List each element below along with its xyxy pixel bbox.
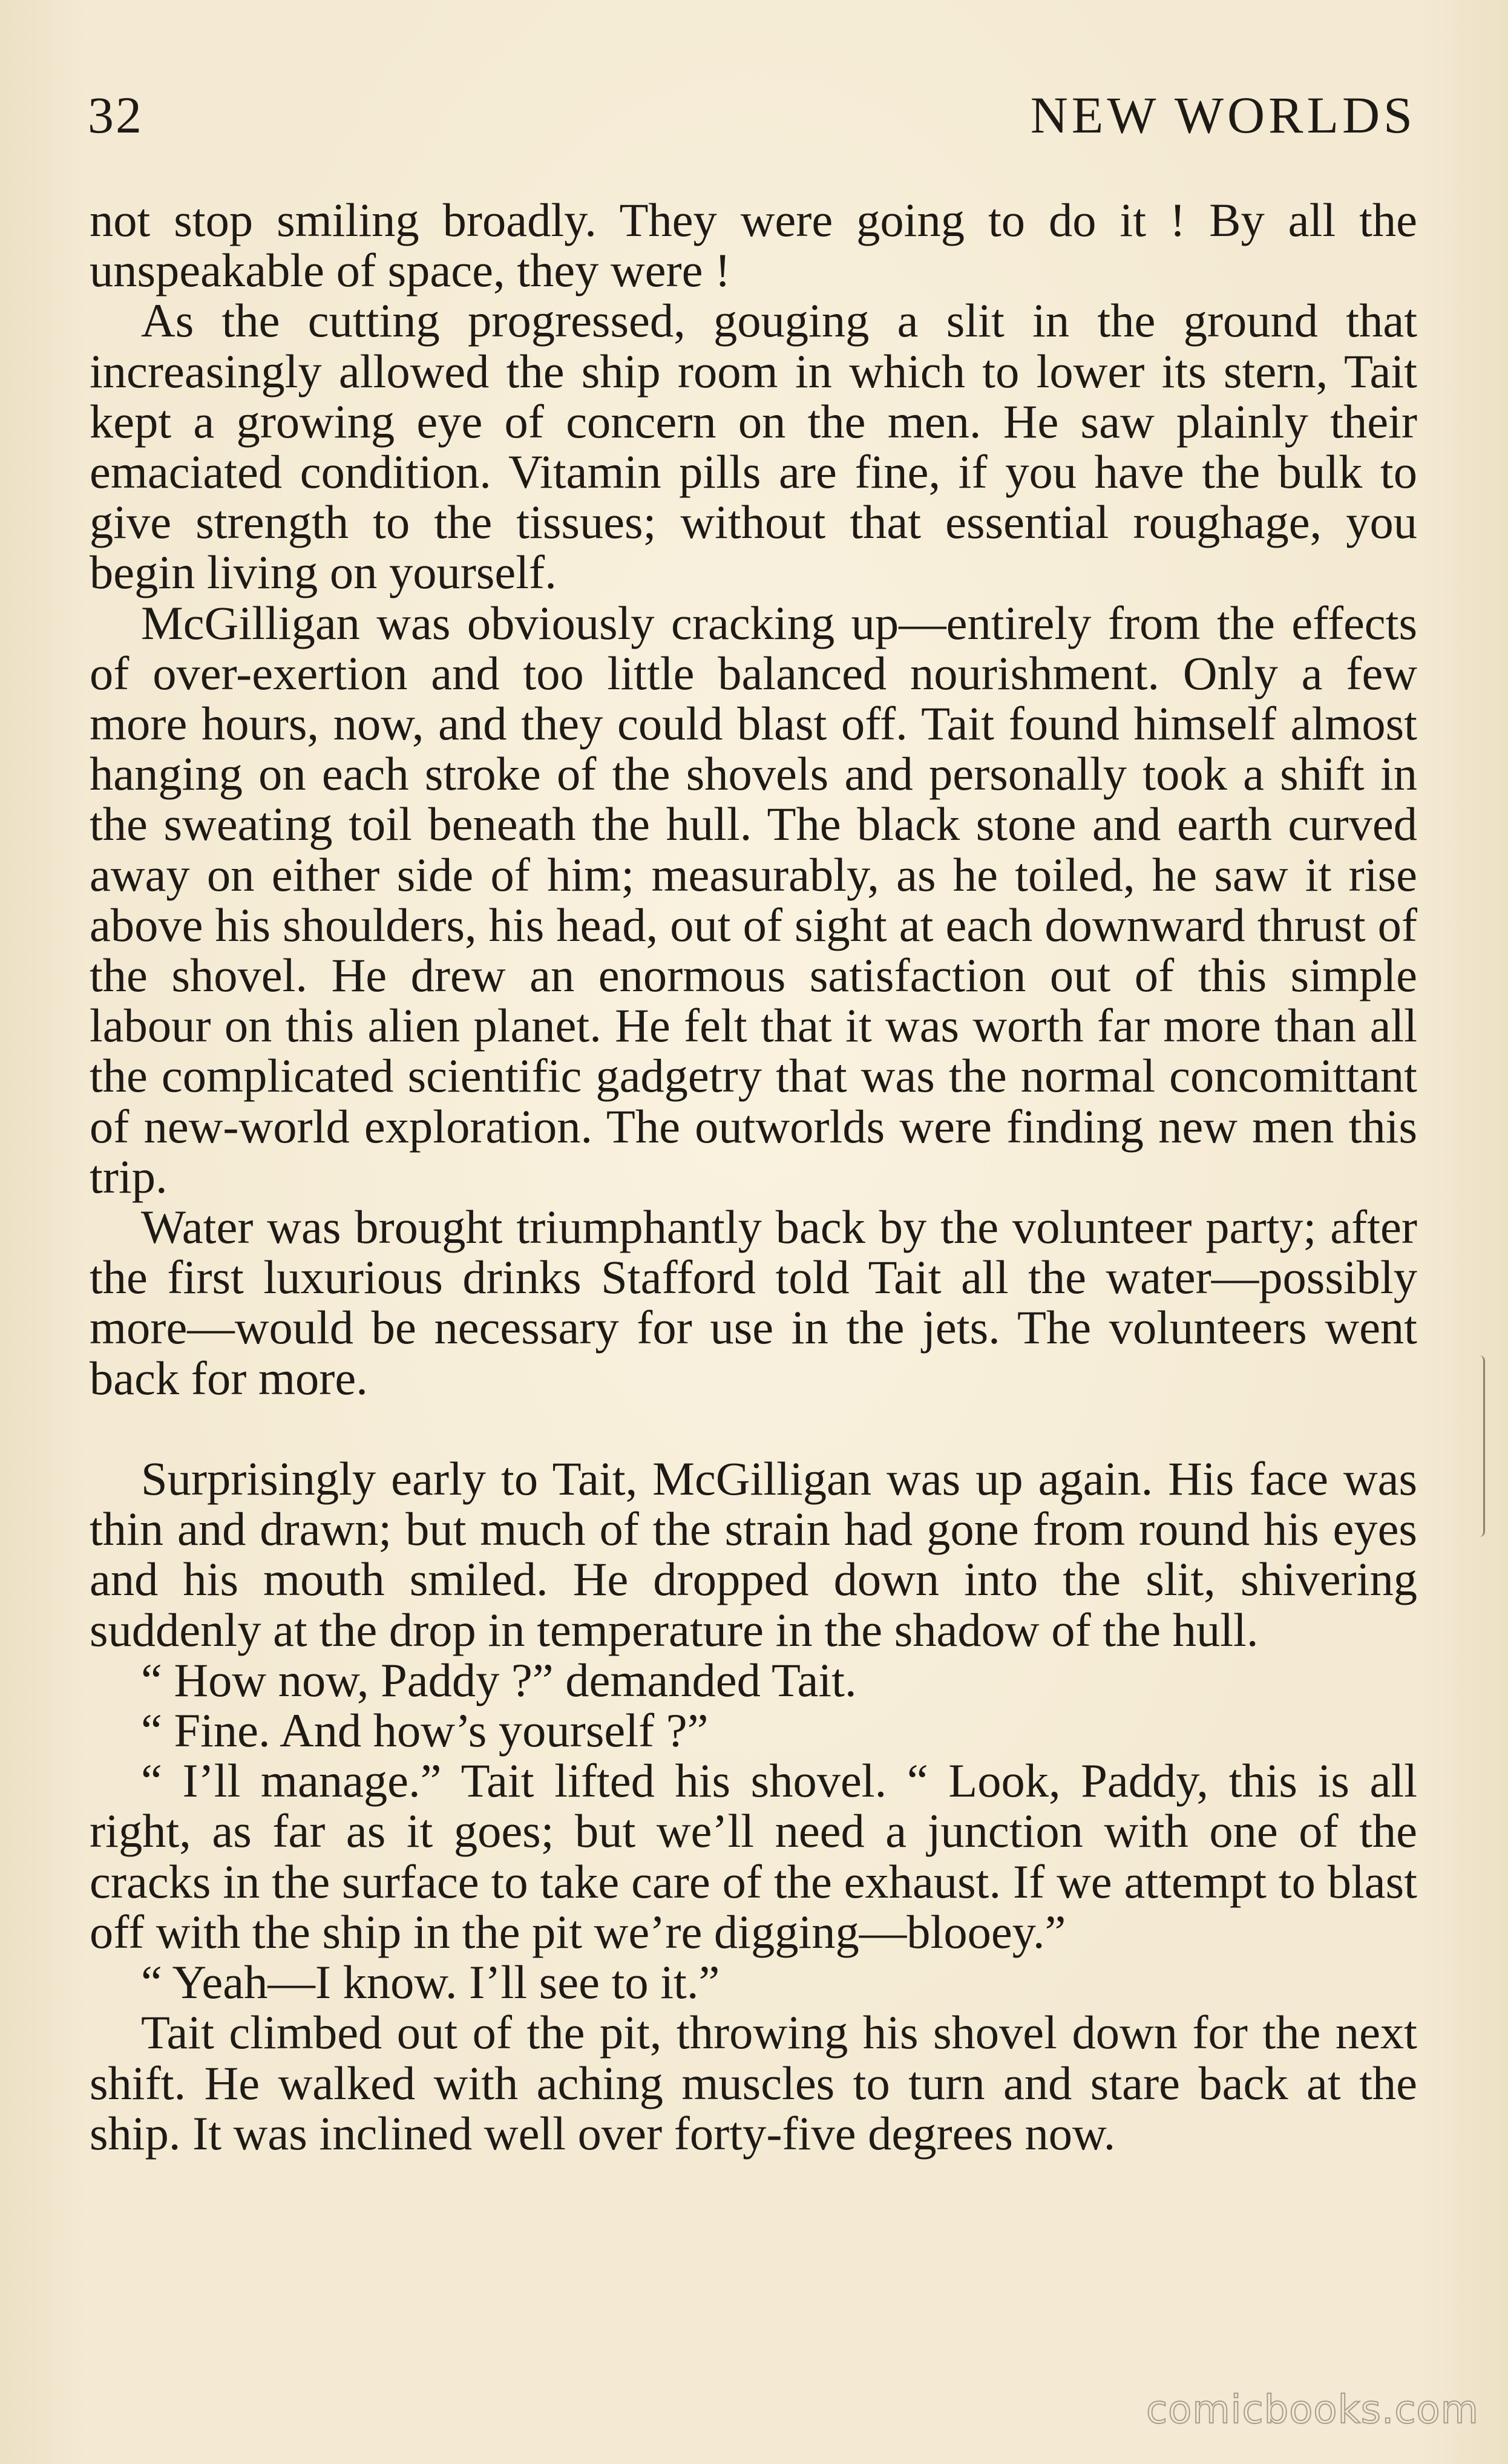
paragraph: Surprisingly early to Tait, McGilligan was up again. His face was thin and drawn; but much of the strain had gone from round his eyes and his mouth smiled. He dropped down into the slit, shivering suddenly at the drop in temperature in the shadow of the hull. [90,1452,1417,1656]
page-number: 32 [88,86,143,144]
paragraph: not stop smiling broadly. They were going to do it ! By all the unspeakable of space, they were ! [90,194,1417,297]
dialogue-line: “ Yeah—I know. I’ll see to it.” [141,1956,720,2009]
paragraph: Water was brought triumphantly back by the volunteer party; after the first luxurious drinks Stafford told Tait all the water—possibly more—would be necessary for use in the jets. The volunteers went back for more. [90,1201,1417,1404]
paragraph: Tait climbed out of the pit, throwing his shovel down for the next shift. He walked with aching muscles to turn and stare back at the ship. It was inclined well over forty-five degrees now. [90,2006,1417,2160]
watermark-logo: comicbooks.com [1146,2388,1479,2433]
paragraph: McGilligan was obviously cracking up—entirely from the effects of over-exertion and too little balanced nourishment. Only a few more hours, now, and they could blast off. Tait found himself almost hanging on each stroke of the shovels and personally took a shift in the sweating toil beneath the hull. The black stone and earth curved away on either side of him; measurably, as he toiled, he saw it rise above his shoulders, his head, out of sight at each downward thrust of the shovel. He drew an enormous satisfaction out of this simple labour on this alien planet. He felt that it was worth far more than all the complicated scientific gadgetry that was the normal concomittant of new-world exploration. The outworlds were finding new men this trip. [90,596,1417,1203]
running-title: NEW WORLDS [1030,86,1416,144]
dialogue-line: “ How now, Paddy ?” demanded Tait. [141,1653,857,1706]
dialogue-line: “ I’ll manage.” Tait lifted his shovel. “ Look, Paddy, this is all right, as far as it goes; but we’ll need a junction with one of the cracks in the surface to take care of the exhaust. If we attempt to blast off with the ship in the pit we’re digging—blooey.” [90,1754,1417,1958]
running-header [88,85,1416,151]
dialogue-line: “ Fine. And how’s yourself ?” [141,1704,709,1757]
page-edge-crease [1480,1355,1485,1537]
section-break [90,1403,1417,1453]
body-text [90,195,1417,2158]
paragraph: As the cutting progressed, gouging a slit in the ground that increasingly allowed the ship room in which to lower its stern, Tait kept a growing eye of concern on the men. He saw plainly their emaciated condition. Vitamin pills are fine, if you have the bulk to give strength to the tissues; without that essential roughage, you begin living on yourself. [90,294,1417,599]
